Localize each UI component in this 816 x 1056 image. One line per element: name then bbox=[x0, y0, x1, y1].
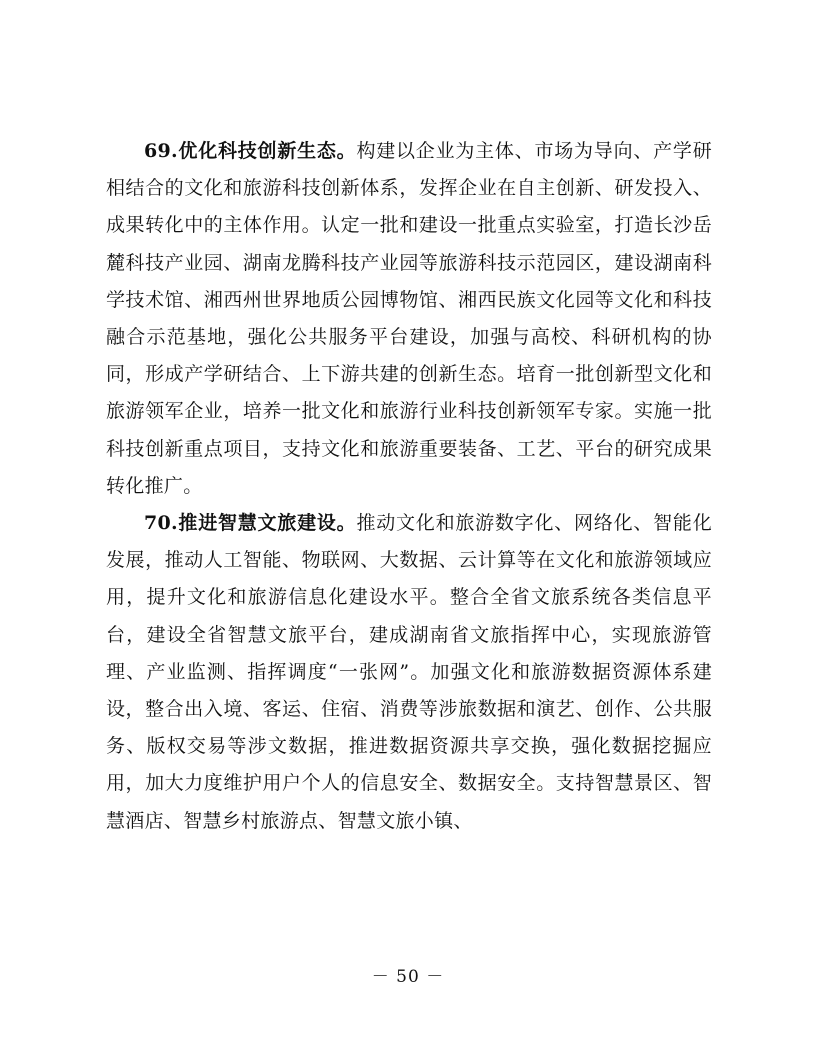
paragraph-text: 构建以企业为主体、市场为导向、产学研相结合的文化和旅游科技创新体系，发挥企业在自主创新、研发投入、成果转化中的主体作用。认定一批和建设一批重点实验室，打造长沙岳麓科技产业园、湖南龙腾科技产业园等旅游科技示范园区，建设湖南科学技术馆、湘西州世界地质公园博物馆、湘西民族文化园等文化和科技融合示范基地，强化公共服务平台建设，加强与高校、科研机构的协同，形成产学研结合、上下游共建的创新生态。培育一批创新型文化和旅游领军企业，培养一批文化和旅游行业科技创新领军专家。实施一批科技创新重点项目，支持文化和旅游重要装备、工艺、平台的研究成果转化推广。 bbox=[106, 140, 712, 497]
paragraph-69 bbox=[106, 133, 712, 505]
document-body bbox=[106, 133, 712, 840]
paragraph-heading: 69.优化科技创新生态。 bbox=[144, 140, 357, 162]
paragraph-text: 推动文化和旅游数字化、网络化、智能化发展，推动人工智能、物联网、大数据、云计算等在文化和旅游领域应用，提升文化和旅游信息化建设水平。整合全省文旅系统各类信息平台，建设全省智慧文旅平台，建成湖南省文旅指挥中心，实现旅游管理、产业监测、指挥调度“一张网”。加强文化和旅游数据资源体系建设，整合出入境、客运、住宿、消费等涉旅数据和演艺、创作、公共服务、版权交易等涉文数据，推进数据资源共享交换，强化数据挖掘应用，加大力度维护用户个人的信息安全、数据安全。支持智慧景区、智慧酒店、智慧乡村旅游点、智慧文旅小镇、 bbox=[106, 512, 712, 832]
page-number: － 50 － bbox=[371, 967, 445, 987]
paragraph-70 bbox=[106, 505, 712, 840]
paragraph-heading: 70.推进智慧文旅建设。 bbox=[144, 512, 357, 535]
